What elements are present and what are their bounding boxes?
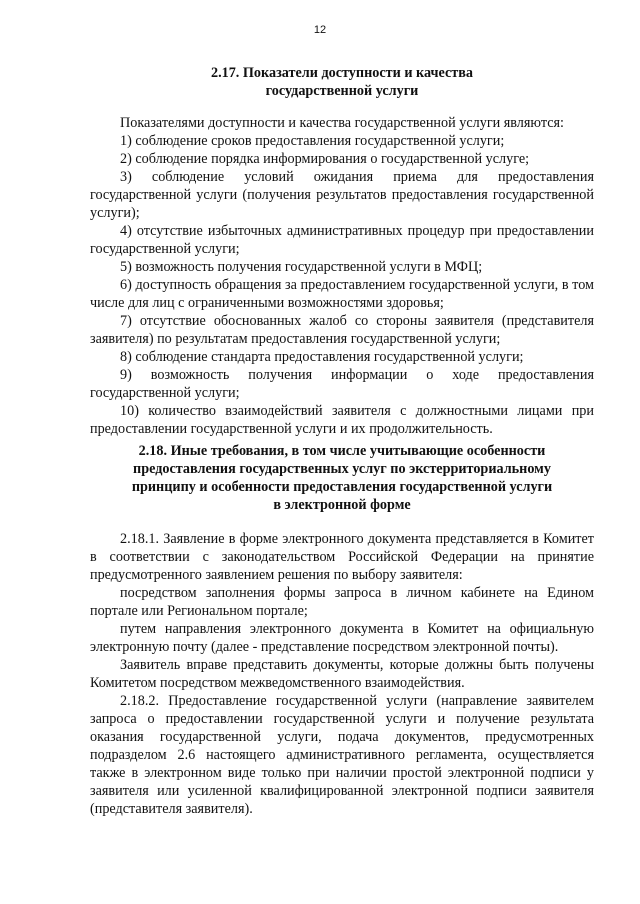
list-item: 2) соблюдение порядка информирования о государственной услуге; [120,151,530,167]
list-item: 7) отсутствие обоснованных жалоб со стороны заявителя (представителя заявителя) по результатам предоставления государственной услуги; [90,313,594,347]
section-heading-2-17 [90,64,594,100]
list-item: 8) соблюдение стандарта предоставления государственной услуги; [120,349,524,365]
paragraph: Показателями доступности и качества государственной услуги являются: [120,115,564,131]
page-number: 12 [313,24,327,36]
list-item: 10) количество взаимодействий заявителя с должностными лицами при предоставлении государственной услуги и их продолжительность. [90,403,594,437]
heading-line: в электронной форме [273,497,411,513]
list-item: 1) соблюдение сроков предоставления государственной услуги; [120,133,505,149]
paragraph: посредством заполнения формы запроса в личном кабинете на Едином портале или Региональном портале; [90,585,594,619]
list-item: 3) соблюдение условий ожидания приема для предоставления государственной услуги (получения результатов предоставления государственной услуги); [90,169,594,221]
heading-line: 2.17. Показатели доступности и качества [210,65,474,81]
heading-line: принципу и особенности предоставления государственной услуги [131,479,553,495]
heading-line: предоставления государственных услуг по экстерриториальному [133,461,551,477]
list-item: 6) доступность обращения за предоставлением государственной услуги, в том числе для лиц с ограниченными возможностями здоровья; [90,277,594,311]
paragraph: 2.18.2. Предоставление государственной услуги (направление заявителем запроса о предоставлении государственной услуги и получение результата оказания государственной услуги, подача документов, предусмотренных подразделом 2.6 настоящего административного регламента, осуществляется также в электронном виде только при наличии простой электронной подписи у заявителя или усиленной квалифицированной электронной подписи заявителя (представителя заявителя). [90,693,594,817]
list-item: 5) возможность получения государственной услуги в МФЦ; [120,259,483,275]
paragraph: 2.18.1. Заявление в форме электронного документа представляется в Комитет в соответствии с законодательством Российской Федерации на принятие предусмотренного заявлением решения по выбору заявителя: [90,531,594,583]
heading-line: 2.18. Иные требования, в том числе учитывающие особенности [138,443,546,459]
paragraph: путем направления электронного документа в Комитет на официальную электронную почту (далее - представление посредством электронной почты). [90,621,594,655]
paragraph: Заявитель вправе представить документы, которые должны быть получены Комитетом посредством межведомственного взаимодействия. [90,657,594,691]
section-body-2-17 [90,114,594,438]
list-item: 4) отсутствие избыточных административных процедур при предоставлении государственной услуги; [90,223,594,257]
list-item: 9) возможность получения информации о ходе предоставления государственной услуги; [90,367,594,401]
section-body-2-18 [90,530,594,818]
heading-line: государственной услуги [265,83,419,99]
section-heading-2-18 [90,442,594,514]
